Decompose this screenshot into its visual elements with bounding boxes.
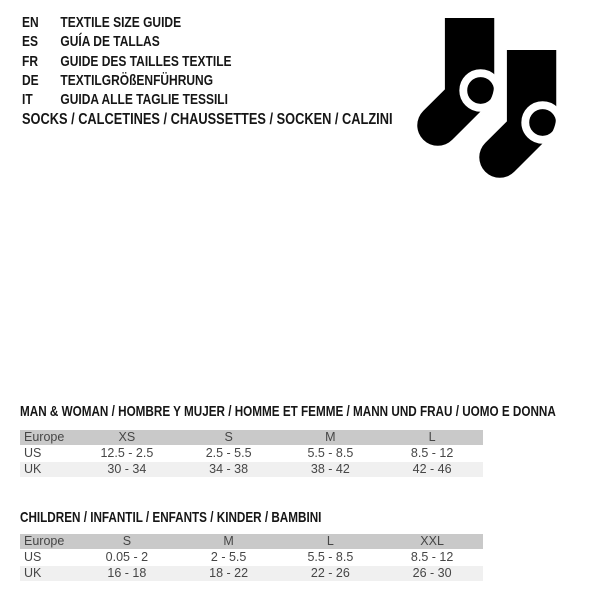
table-row [20,566,483,581]
language-row [22,90,232,109]
category-line: SOCKS / CALCETINES / CHAUSSETTES / SOCKEN / CALZINI [22,111,393,128]
size-value: 8.5 - 12 [410,550,454,564]
column-header: L [326,534,334,548]
size-value: 5.5 - 8.5 [307,550,354,564]
size-value: 12.5 - 2.5 [100,446,154,460]
column-header: S [224,430,233,444]
table-row [20,446,483,461]
language-list [22,13,232,109]
language-row [22,13,232,32]
size-value: 30 - 34 [107,462,147,476]
column-header: S [122,534,132,548]
row-label: UK [24,462,42,476]
table-header-row [20,534,483,549]
language-row [22,71,232,90]
language-code: ES [22,33,39,51]
column-header: XXL [420,534,444,548]
language-code: DE [22,71,39,89]
column-header: M [223,534,234,548]
size-value: 26 - 30 [412,566,452,580]
socks-icon [405,18,580,186]
table-title-adults: MAN & WOMAN / HOMBRE Y MUJER / HOMME ET FEMME / MANN UND FRAU / UOMO E DONNA [20,403,556,420]
size-value: 38 - 42 [310,462,350,476]
row-label: US [24,550,42,564]
size-value: 2 - 5.5 [210,550,247,564]
language-label: GUIDE DES TAILLES TEXTILE [60,52,232,70]
language-row [22,32,232,51]
size-value: 34 - 38 [209,462,249,476]
size-table-adults [20,430,483,478]
size-value: 0.05 - 2 [105,550,149,564]
table-row [20,550,483,565]
row-label: US [24,446,42,460]
table-header-row [20,430,483,445]
row-label: UK [24,566,42,580]
size-table-children [20,534,483,582]
column-header: XS [118,430,136,444]
language-label: GUIDA ALLE TAGLIE TESSILI [60,91,228,109]
table-title-children: CHILDREN / INFANTIL / ENFANTS / KINDER / BAMBINI [20,509,322,526]
size-value: 8.5 - 12 [410,446,454,460]
size-value: 22 - 26 [310,566,350,580]
language-code: EN [22,14,39,31]
column-header: Europe [24,430,65,444]
column-header: Europe [24,534,65,548]
size-value: 2.5 - 5.5 [205,446,252,460]
column-header: L [428,430,436,444]
language-label: TEXTILGRÖßENFÜHRUNG [60,71,214,89]
size-value: 42 - 46 [412,462,452,476]
language-label: TEXTILE SIZE GUIDE [60,14,182,31]
language-code: IT [22,91,33,109]
language-code: FR [22,52,38,70]
column-header: M [325,430,336,444]
language-label: GUÍA DE TALLAS [60,33,160,51]
size-value: 18 - 22 [209,566,249,580]
table-row [20,462,483,477]
size-value: 5.5 - 8.5 [307,446,354,460]
size-value: 16 - 18 [107,566,147,580]
language-row [22,52,232,71]
